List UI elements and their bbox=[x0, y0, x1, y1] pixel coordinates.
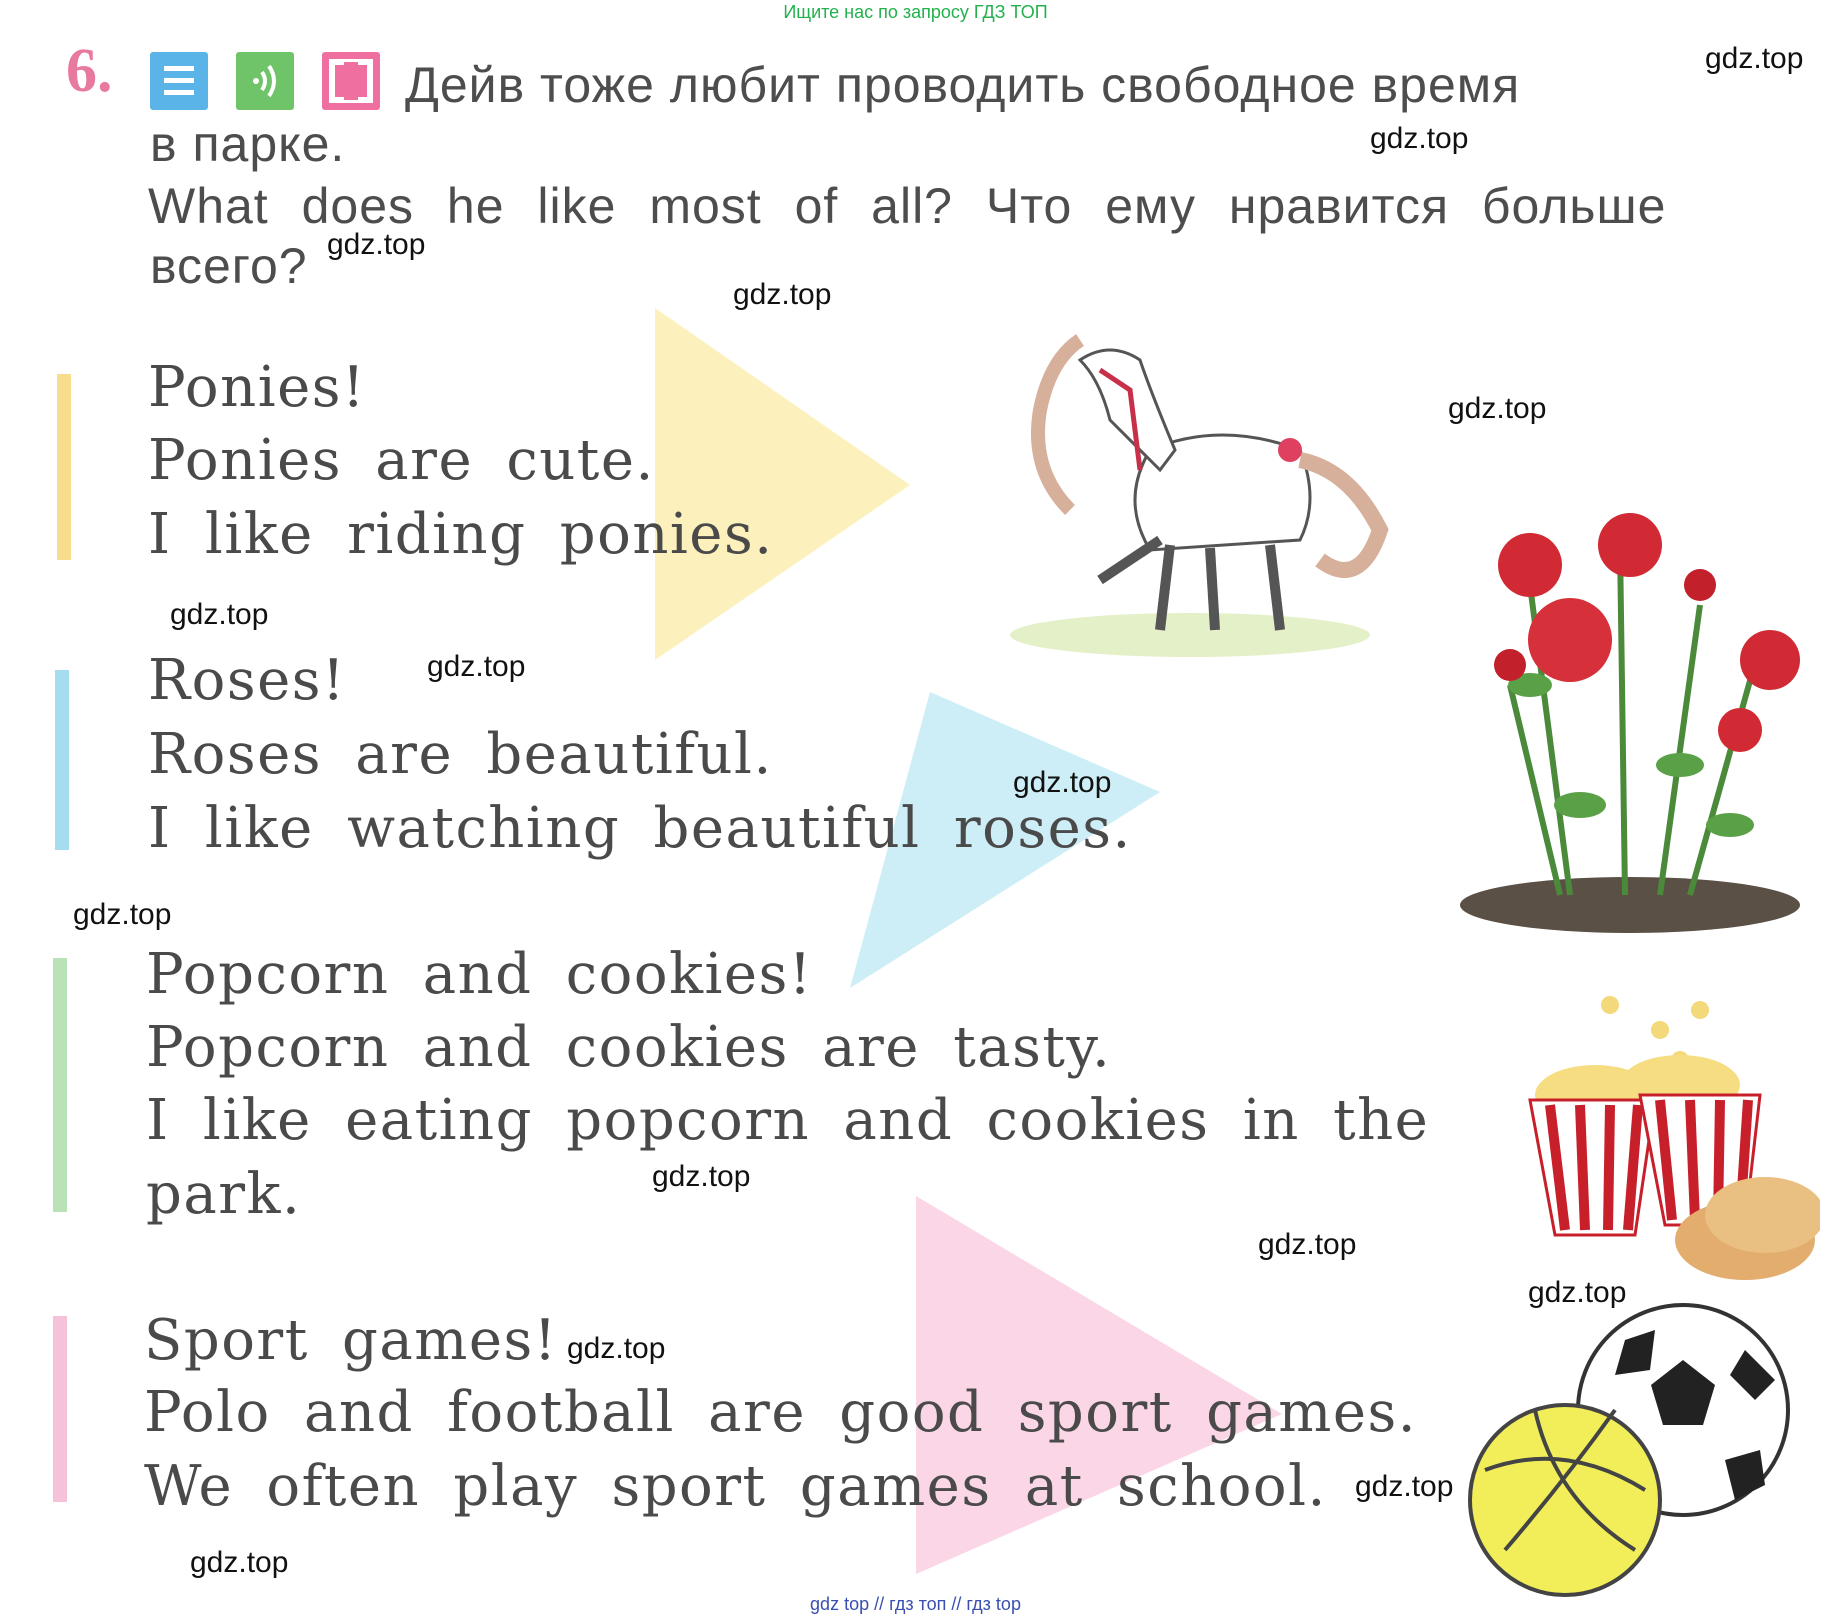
roses-line-3: I like watching beautiful roses. bbox=[148, 796, 1132, 861]
watermark: gdz.top bbox=[427, 650, 526, 683]
instruction-line-2: в парке. bbox=[150, 116, 346, 172]
popcorn-line-1: Popcorn and cookies! bbox=[146, 942, 813, 1007]
watermark: gdz.top bbox=[1448, 392, 1547, 425]
audio-icon[interactable] bbox=[236, 52, 294, 110]
popcorn-line-2: Popcorn and cookies are tasty. bbox=[146, 1015, 1112, 1080]
bottom-banner[interactable]: gdz top // гдз топ // гдз top bbox=[810, 1594, 1021, 1614]
side-bar-popcorn bbox=[53, 958, 67, 1212]
side-bar-ponies bbox=[57, 374, 71, 560]
yellow-triangle bbox=[655, 308, 910, 660]
watermark: gdz.top bbox=[567, 1332, 666, 1365]
balls-illustration bbox=[1465, 1300, 1820, 1600]
side-bar-roses bbox=[55, 670, 69, 850]
ponies-line-1: Ponies! bbox=[148, 355, 366, 420]
watermark: gdz.top bbox=[170, 598, 269, 631]
watermark: gdz.top bbox=[652, 1160, 751, 1193]
popcorn-line-3: I like eating popcorn and cookies in the bbox=[146, 1088, 1430, 1153]
popcorn-cookies-illustration bbox=[1520, 975, 1820, 1285]
ponies-line-2: Ponies are cute. bbox=[148, 428, 655, 493]
watermark: gdz.top bbox=[327, 228, 426, 261]
watermark: gdz.top bbox=[1258, 1228, 1357, 1261]
popcorn-line-4: park. bbox=[146, 1162, 302, 1227]
watermark: gdz.top bbox=[1705, 42, 1804, 75]
watermark: gdz.top bbox=[1370, 122, 1469, 155]
roses-line-1: Roses! bbox=[148, 648, 346, 713]
pony-illustration bbox=[1000, 300, 1400, 660]
question-line-2: всего? bbox=[150, 238, 308, 294]
book-icon[interactable] bbox=[322, 52, 380, 110]
watermark: gdz.top bbox=[73, 898, 172, 931]
watermark: gdz.top bbox=[190, 1546, 289, 1579]
roses-line-2: Roses are beautiful. bbox=[148, 722, 773, 787]
watermark: gdz.top bbox=[1528, 1276, 1627, 1309]
exercise-number: 6. bbox=[66, 37, 113, 105]
ponies-line-3: I like riding ponies. bbox=[148, 502, 774, 567]
watermark: gdz.top bbox=[1355, 1470, 1454, 1503]
sport-line-3: We often play sport games at school. bbox=[144, 1454, 1327, 1519]
question-line-1: What does he like most of all? Что ему нравится больше bbox=[148, 178, 1667, 234]
roses-illustration bbox=[1450, 505, 1810, 935]
sport-line-2: Polo and football are good sport games. bbox=[144, 1380, 1418, 1445]
sport-line-1: Sport games! bbox=[144, 1308, 558, 1373]
watermark: gdz.top bbox=[733, 278, 832, 311]
instruction-line-1: Дейв тоже любит проводить свободное время bbox=[405, 57, 1521, 113]
top-banner[interactable]: Ищите нас по запросу ГДЗ ТОП bbox=[783, 2, 1048, 22]
watermark: gdz.top bbox=[1013, 766, 1112, 799]
side-bar-sport bbox=[53, 1316, 67, 1502]
list-icon[interactable] bbox=[150, 52, 208, 110]
